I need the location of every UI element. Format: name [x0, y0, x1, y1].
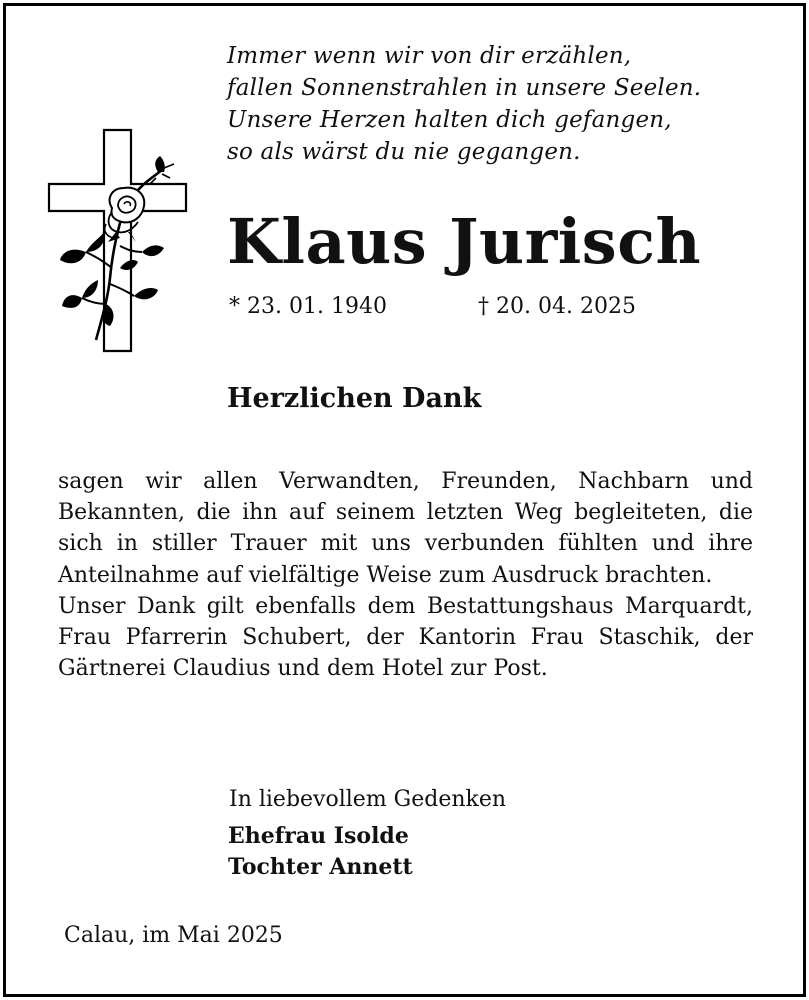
poem-line: Unsere Herzen halten dich gefangen,: [227, 107, 672, 133]
thanks-heading: Herzlichen Dank: [227, 383, 482, 414]
birth-date: * 23. 01. 1940: [229, 294, 387, 319]
poem-line: fallen Sonnenstrahlen in unsere Seelen.: [227, 75, 702, 101]
thanks-paragraph: sagen wir allen Verwandten, Freunden, Nachbarn und Bekannten, die ihn auf seinem letzten Weg begleiteten, die sich in stiller Trauer mit uns verbunden fühlten und ihre Anteilnahme auf vielfältige Weise zum Ausdruck brachten.: [58, 469, 753, 588]
cross-with-rose-icon: [46, 128, 188, 354]
thanks-paragraph: Unser Dank gilt ebenfalls dem Bestattungshaus Marquardt, Frau Pfarrerin Schubert, der Kantorin Frau Staschik, der Gärtnerei Claudius und dem Hotel zur Post.: [58, 593, 753, 682]
signer-name: Ehefrau Isolde: [228, 823, 409, 849]
thanks-body: [58, 466, 753, 684]
closing-phrase: In liebevollem Gedenken: [229, 787, 507, 812]
place-and-date: Calau, im Mai 2025: [64, 923, 283, 948]
poem-line: so als wärst du nie gegangen.: [227, 139, 581, 165]
death-date: † 20. 04. 2025: [478, 294, 636, 319]
memorial-poem: [227, 40, 701, 168]
poem-line: Immer wenn wir von dir erzählen,: [227, 43, 632, 69]
deceased-name: Klaus Jurisch: [227, 205, 702, 278]
signers: [228, 821, 413, 883]
signer-name: Tochter Annett: [228, 854, 413, 880]
